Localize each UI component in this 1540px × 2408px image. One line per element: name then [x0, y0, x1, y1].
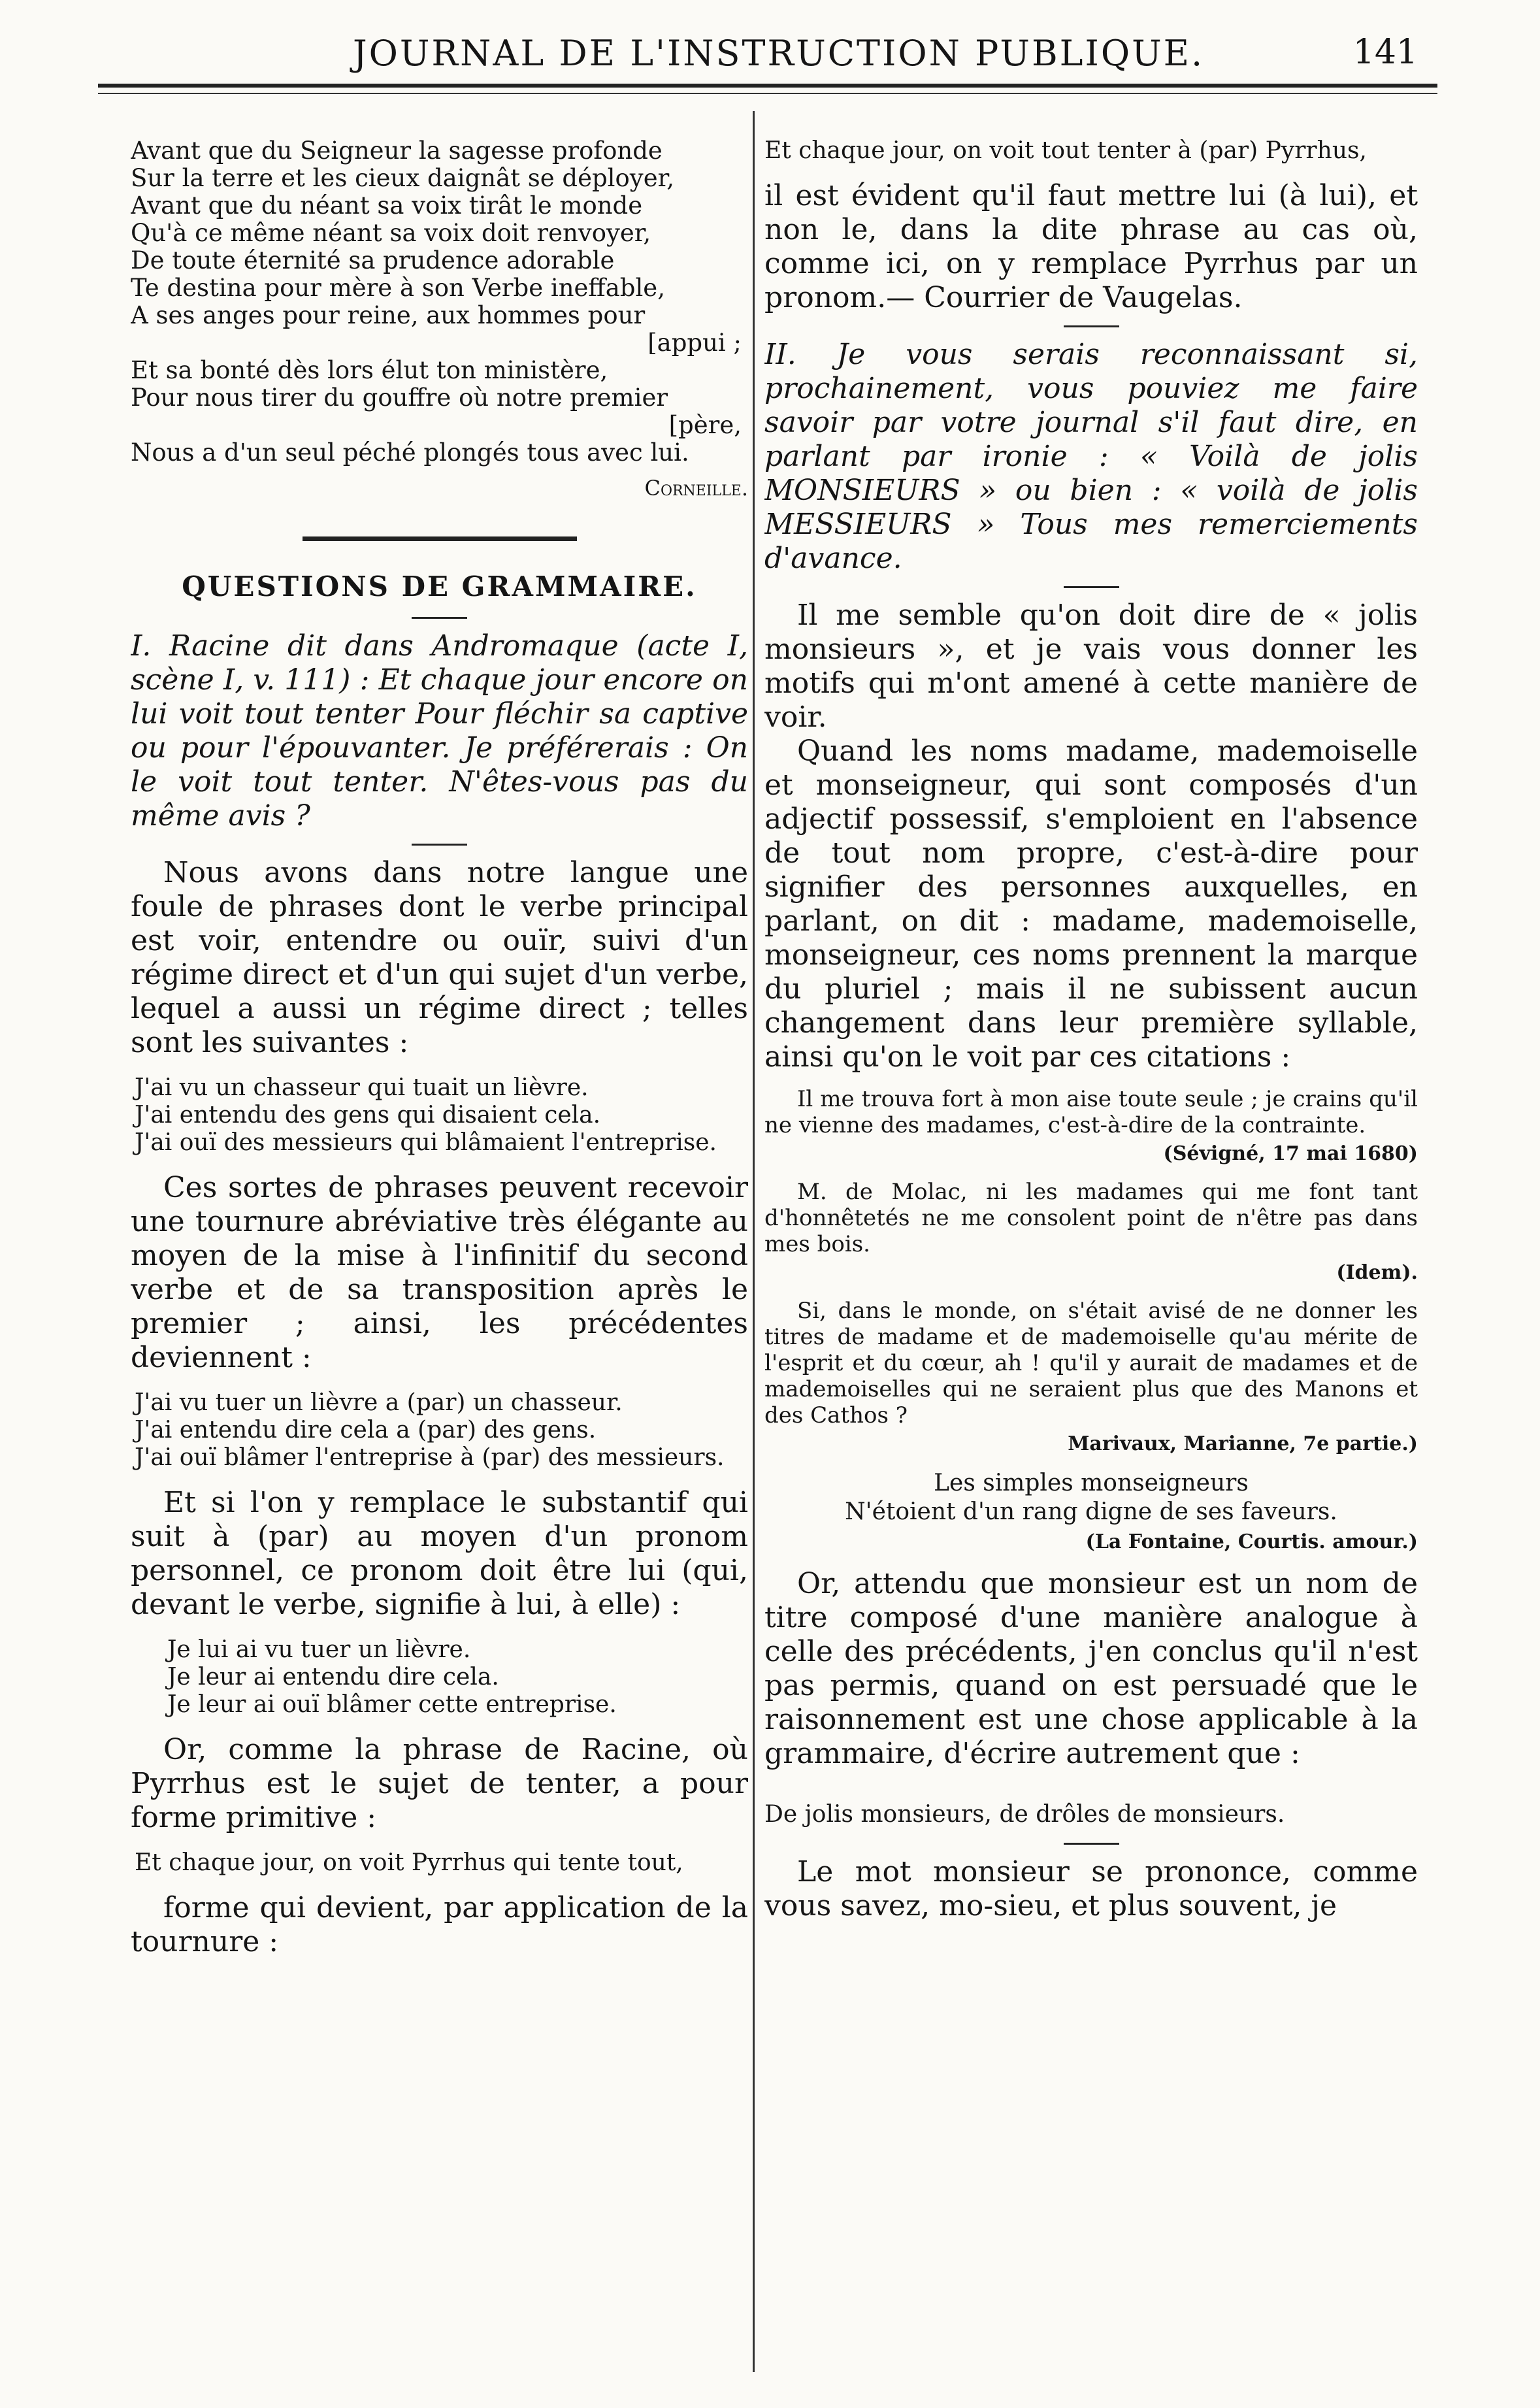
- citation-source: (La Fontaine, Courtis. amour.): [1085, 1530, 1418, 1553]
- example-list: [131, 1636, 748, 1719]
- journal-title: JOURNAL DE L'INSTRUCTION PUBLIQUE.: [353, 33, 1205, 74]
- example-line: J'ai vu un chasseur qui tuait un lièvre.: [135, 1074, 589, 1101]
- poem-line: Sur la terre et les cieux daignât se déployer,: [131, 164, 674, 192]
- dash-rule: [1064, 586, 1119, 588]
- poem-line: Nous a d'un seul péché plongés tous avec lui.: [131, 438, 689, 467]
- poem-line: Qu'à ce même néant sa voix doit renvoyer,: [131, 219, 651, 247]
- dash-rule: [1064, 1843, 1119, 1845]
- page-header: [111, 27, 1418, 80]
- paragraph: Quand les noms madame, mademoiselle et monseigneur, qui sont composés d'un adjectif possessif, s'emploient en l'absence de tout nom propre, c'est-à-dire pour signifier des personnes auxquelles, en parlant, on dit : madame, mademoiselle, monseigneur, ces noms prennent la marque du pluriel ; mais il ne subissent aucun changement dans leur première syllable, ainsi qu'on le voit par ces citations :: [764, 734, 1418, 1074]
- ornament-rule: [303, 536, 577, 541]
- example-line: De jolis monsieurs, de drôles de monsieurs.: [764, 1801, 1285, 1828]
- poem-line: Avant que du néant sa voix tirât le monde: [131, 191, 643, 220]
- citation-source: (Idem).: [1336, 1261, 1418, 1284]
- example-list: [131, 1849, 748, 1877]
- citation: [764, 1298, 1418, 1457]
- citation: [764, 1179, 1418, 1286]
- question-two: II. Je vous serais reconnaissant si, prochainement, vous pouviez me faire savoir par votre journal s'il faut dire, en parlant par ironie : « Voilà de jolis MONSIEURS » ou bien : « voilà de jolis MESSIEURS » Tous mes remerciements d'avance.: [764, 338, 1418, 575]
- citation-text: Il me trouva fort à mon aise toute seule ; je crains qu'il ne vienne des madames, c'est-à-dire de la contrainte.: [764, 1086, 1418, 1138]
- column-divider: [753, 111, 755, 2372]
- spacer: [764, 1771, 1418, 1787]
- poem-line: Et sa bonté dès lors élut ton ministère,: [131, 356, 608, 384]
- citation-source: Marivaux, Marianne, 7e partie.): [1068, 1432, 1418, 1455]
- citation-source: (Sévigné, 17 mai 1680): [1163, 1142, 1418, 1165]
- example-line: Et chaque jour, on voit tout tenter à (par) Pyrrhus,: [764, 137, 1367, 164]
- paragraph: Ces sortes de phrases peuvent recevoir une tournure abréviative très élégante au moyen de la mise à l'infinitif du second verbe et de sa transposition après le premier ; ainsi, les précédentes deviennent :: [131, 1171, 748, 1374]
- example-line: J'ai entendu des gens qui disaient cela.: [135, 1102, 601, 1129]
- example-list: [131, 1389, 748, 1472]
- poem: [131, 137, 748, 467]
- paragraph: Et si l'on y remplace le substantif qui suit à (par) au moyen d'un pronom personnel, ce pronom doit être lui (qui, devant le verbe, signifie à lui, à elle) :: [131, 1486, 748, 1621]
- citation-text: Si, dans le monde, on s'était avisé de ne donner les titres de madame et de mademoiselle qu'au mérite de l'esprit et du cœur, ah ! qu'il y aurait de madames et de mademoiselles qui ne seraient plus que des Manons et des Cathos ?: [764, 1298, 1418, 1428]
- header-rule-thin: [98, 93, 1437, 94]
- header-rule: [98, 84, 1437, 88]
- poem-line: Pour nous tirer du gouffre où notre premier: [131, 384, 668, 412]
- example-line: J'ai ouï des messieurs qui blâmaient l'entreprise.: [135, 1129, 717, 1156]
- example-line: J'ai ouï blâmer l'entreprise à (par) des messieurs.: [135, 1444, 725, 1471]
- dash-rule: [412, 844, 467, 846]
- example-line: Je leur ai ouï blâmer cette entreprise.: [167, 1691, 617, 1718]
- paragraph: Or, attendu que monsieur est un nom de titre composé d'une manière analogue à celle des précédents, j'en conclus qu'il n'est pas permis, quand on est persuadé que le raisonnement est une chose applicable à la grammaire, d'écrire autrement que :: [764, 1567, 1418, 1770]
- section-title: QUESTIONS DE GRAMMAIRE.: [182, 570, 697, 602]
- page-number: 141: [1352, 33, 1418, 72]
- example-list: [131, 1074, 748, 1157]
- paragraph: Il me semble qu'on doit dire de « jolis monsieurs », et je vais vous donner les motifs qui m'ont amené à cette manière de voir.: [764, 599, 1418, 734]
- dash-rule: [412, 617, 467, 619]
- poem-line: De toute éternité sa prudence adorable: [131, 246, 615, 274]
- citation-text: M. de Molac, ni les madames qui me font tant d'honnêtetés ne me consolent point de n'être pas dans mes bois.: [764, 1179, 1418, 1257]
- verse-citation: [764, 1469, 1418, 1526]
- paragraph: forme qui devient, par application de la tournure :: [131, 1891, 748, 1958]
- example-line: J'ai entendu dire cela a (par) des gens.: [135, 1417, 597, 1443]
- question-one: I. Racine dit dans Andromaque (acte I, scène I, v. 111) : Et chaque jour encore on lui voit tout tenter Pour fléchir sa captive ou pour l'épouvanter. Je préférerais : On le voit tout tenter. N'êtes-vous pas du même avis ?: [131, 629, 748, 833]
- verse-line: Les simples monseigneurs: [934, 1470, 1249, 1496]
- paragraph: Nous avons dans notre langue une foule de phrases dont le verbe principal est voir, entendre ou ouïr, suivi d'un régime direct et d'un qui sujet d'un verbe, lequel a aussi un régime direct ; telles sont les suivantes :: [131, 856, 748, 1059]
- example-line: Je leur ai entendu dire cela.: [167, 1664, 499, 1691]
- example-line: Je lui ai vu tuer un lièvre.: [167, 1636, 471, 1663]
- paragraph: Or, comme la phrase de Racine, où Pyrrhus est le sujet de tenter, a pour forme primitive :: [131, 1733, 748, 1834]
- dash-rule: [1064, 325, 1119, 327]
- poem-line-continuation: [appui ;: [647, 329, 742, 357]
- right-column: [764, 137, 1418, 2372]
- paragraph: il est évident qu'il faut mettre lui (à lui), et non le, dans la dite phrase au cas où, comme ici, on y remplace Pyrrhus par un pronom.— Courrier de Vaugelas.: [764, 179, 1418, 314]
- poem-author: Corneille.: [644, 476, 748, 501]
- poem-line: Te destina pour mère à son Verbe ineffable,: [131, 274, 665, 302]
- poem-line-continuation: [père,: [668, 411, 742, 439]
- citation: [764, 1529, 1418, 1555]
- paragraph: Le mot monsieur se prononce, comme vous savez, mo-sieu, et plus souvent, je: [764, 1855, 1418, 1922]
- verse-line: N'étoient d'un rang digne de ses faveurs.: [845, 1498, 1337, 1525]
- left-column: [131, 137, 748, 2372]
- example-line: J'ai vu tuer un lièvre a (par) un chasseur.: [135, 1389, 623, 1416]
- poem-line: Avant que du Seigneur la sagesse profonde: [131, 137, 663, 165]
- poem-line: A ses anges pour reine, aux hommes pour: [131, 301, 646, 329]
- citation: [764, 1086, 1418, 1167]
- example-line: Et chaque jour, on voit Pyrrhus qui tente tout,: [135, 1849, 683, 1876]
